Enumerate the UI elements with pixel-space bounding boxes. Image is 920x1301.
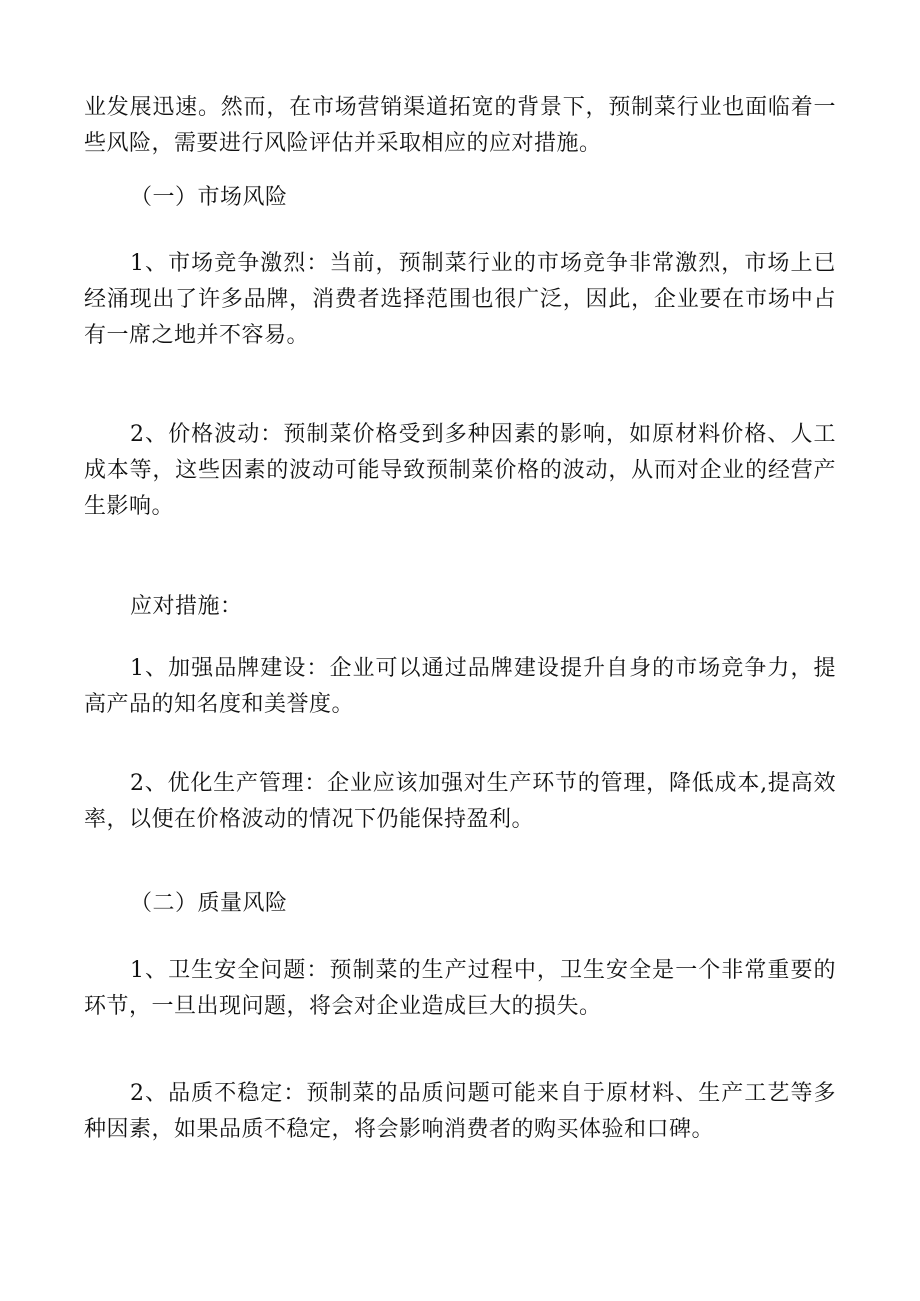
intro-paragraph: 业发展迅速。然而，在市场营销渠道拓宽的背景下，预制菜行业也面临着一些风险，需要进行风险评估并采取相应的应对措施。 [84,95,836,156]
quality-risk-item-2: 2、品质不稳定：预制菜的品质问题可能来自于原材料、生产工艺等多种因素，如果品质不稳定，将会影响消费者的购买体验和口碑。 [84,1081,836,1142]
measure-item-1: 1、加强品牌建设：企业可以通过品牌建设提升自身的市场竞争力，提高产品的知名度和美誉度。 [84,656,836,717]
market-risk-item-2: 2、价格波动：预制菜价格受到多种因素的影响，如原材料价格、人工成本等，这些因素的波动可能导致预制菜价格的波动，从而对企业的经营产生影响。 [84,422,836,519]
quality-risk-item-1: 1、卫生安全问题：预制菜的生产过程中，卫生安全是一个非常重要的环节，一旦出现问题，将会对企业造成巨大的损失。 [84,958,836,1019]
measures-heading: 应对措施： [130,594,243,619]
market-risk-item-1: 1、市场竞争激烈：当前，预制菜行业的市场竞争非常激烈，市场上已经涌现出了许多品牌，消费者选择范围也很广泛，因此，企业要在市场中占有一席之地并不容易。 [84,251,836,348]
section-heading-quality-risk: （二）质量风险 [130,891,288,916]
measure-item-2: 2、优化生产管理：企业应该加强对生产环节的管理，降低成本,提高效率，以便在价格波动的情况下仍能保持盈利。 [84,771,836,832]
section-heading-market-risk: （一）市场风险 [130,185,288,210]
